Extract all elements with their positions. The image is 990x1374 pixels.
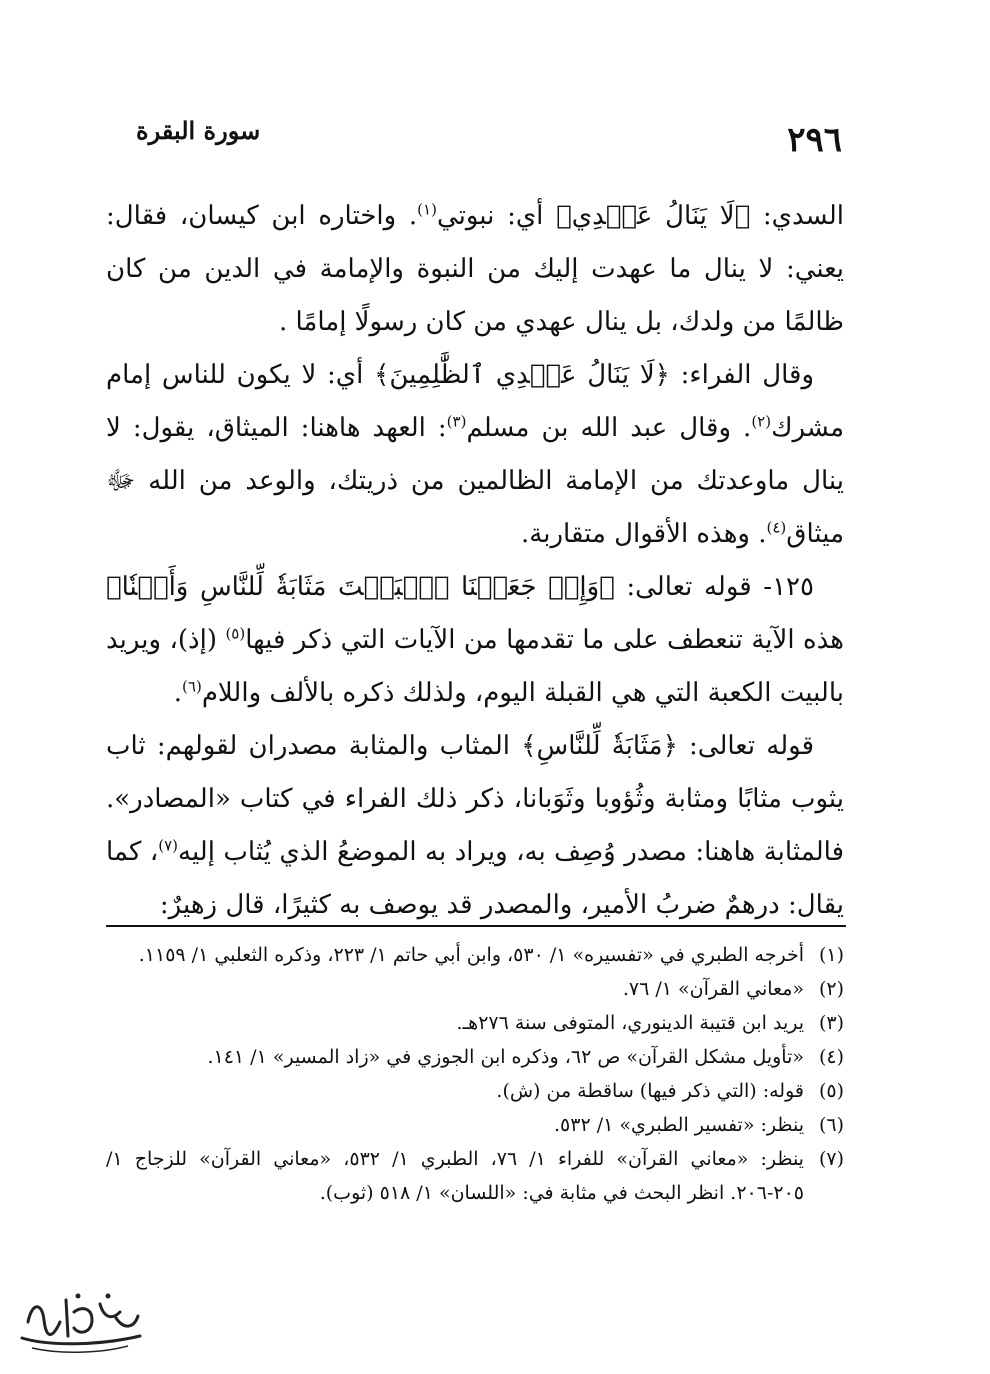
footnote-text: أخرجه الطبري في «تفسيره» ١/ ٥٣٠، وابن أبي حاتم ١/ ٢٢٣، وذكره الثعلبي ١/ ١١٥٩.: [138, 944, 804, 966]
footnote-item: [106, 1006, 844, 1040]
footnote-number: (٤): [818, 1046, 844, 1068]
footnote-ref-2: (٢): [751, 412, 772, 431]
text-run: : العهد هاهنا: الميثاق، يقول: لا ينال ماوعدتك من الإمامة الظالمين من ذريتك، والوعد من الله ﷻ ميثاق: [106, 413, 844, 549]
footnotes-list: [106, 938, 844, 1210]
footnote-number: (٣): [818, 1012, 844, 1034]
footnote-ref-7: (٧): [158, 836, 178, 855]
main-text: [106, 190, 844, 932]
paragraph-1: [106, 190, 844, 349]
footnote-number: (٥): [818, 1080, 844, 1102]
footnote-ref-4: (٤): [766, 518, 787, 537]
footnote-item: [106, 1040, 844, 1074]
footnote-item: [106, 1142, 844, 1210]
footnote-number: (٦): [818, 1114, 844, 1136]
text-run: . واختاره ابن كيسان، فقال: يعني: لا ينال ما عهدت إليك من النبوة والإمامة في الدين من كان ظالمًا من ولدك، بل ينال عهدي من كان رسولًا إمامًا .: [106, 201, 844, 337]
footnote-text: «تأويل مشكل القرآن» ص ٦٢، وذكره ابن الجوزي في «زاد المسير» ١/ ١٤١.: [207, 1046, 804, 1068]
page-number: ٢٩٦: [787, 120, 842, 160]
footnote-text: ينظر: «تفسير الطبري» ١/ ٥٣٢.: [553, 1114, 804, 1136]
footnote-ref-3: (٣): [446, 412, 467, 431]
footnote-number: (١): [818, 944, 844, 966]
footnote-text: ينظر: «معاني القرآن» للفراء ١/ ٧٦، الطبري ١/ ٥٣٢، «معاني القرآن» للزجاج ١/ ٢٠٥-٢٠٦. انظر البحث في مثابة في: «اللسان» ١/ ٥١٨ (ثوب).: [106, 1148, 804, 1204]
text-run: (إذ)، ويريد بالبيت الكعبة التي هي القبلة اليوم، ولذلك ذكره بالألف واللام: [106, 625, 844, 708]
footnote-number: (٢): [818, 978, 844, 1000]
text-run: ، كما يقال: درهمٌ ضربُ الأمير، والمصدر قد يوصف به كثيرًا، قال زهيرٌ:: [106, 837, 844, 920]
footnote-number: (٧): [818, 1148, 844, 1170]
surah-title: سورة البقرة: [136, 116, 261, 145]
footnote-ref-1: (١): [417, 200, 437, 219]
paragraph-4: [106, 720, 844, 932]
footnote-item: [106, 1074, 844, 1108]
footnote-item: [106, 972, 844, 1006]
text-run: .: [173, 678, 183, 708]
footnote-separator: [106, 925, 846, 927]
paragraph-2: [106, 349, 844, 561]
text-run: السدي: ﴿لَا يَنَالُ عَهۡدِي﴾ أي: نبوتي: [436, 201, 844, 231]
calligraphy-logo: [8, 1282, 148, 1360]
running-header: [100, 112, 842, 162]
text-run: قوله تعالى: ﴿مَثَابَةٗ لِّلنَّاسِ﴾ المثاب والمثابة مصدران لقولهم: ثاب يثوب مثابًا ومثابة وثُؤوبا وثَوَبانا، ذكر ذلك الفراء في كتاب «المصادر». فالمثابة هاهنا: مصدر وُصِف به، ويراد به الموضعُ الذي يُثاب إليه: [106, 731, 844, 867]
footnote-text: قوله: (التي ذكر فيها) ساقطة من (ش).: [496, 1080, 804, 1102]
text-run: . وقال عبد الله بن مسلم: [466, 413, 752, 443]
footnote-text: «معاني القرآن» ١/ ٧٦.: [622, 978, 804, 1000]
paragraph-3: [106, 561, 844, 720]
text-run: . وهذه الأقوال متقاربة.: [521, 519, 767, 549]
footnote-text: يريد ابن قتيبة الدينوري، المتوفى سنة ٢٧٦هـ.: [456, 1012, 804, 1034]
footnote-item: [106, 1108, 844, 1142]
footnote-ref-6: (٦): [182, 677, 202, 696]
text-run: وقال الفراء: ﴿لَا يَنَالُ عَهۡدِي ٱلظَّٰلِمِينَ﴾ أي: لا يكون للناس إمام مشرك: [106, 360, 844, 443]
footnote-ref-5: (٥): [225, 624, 246, 643]
footnote-item: [106, 938, 844, 972]
text-run: ١٢٥- قوله تعالى: ﴿وَإِذۡ جَعَلۡنَا ٱلۡبَيۡتَ مَثَابَةٗ لِّلنَّاسِ وَأَمۡنٗا﴾ هذه الآية تنعطف على ما تقدمها من الآيات التي ذكر فيها: [106, 572, 845, 655]
